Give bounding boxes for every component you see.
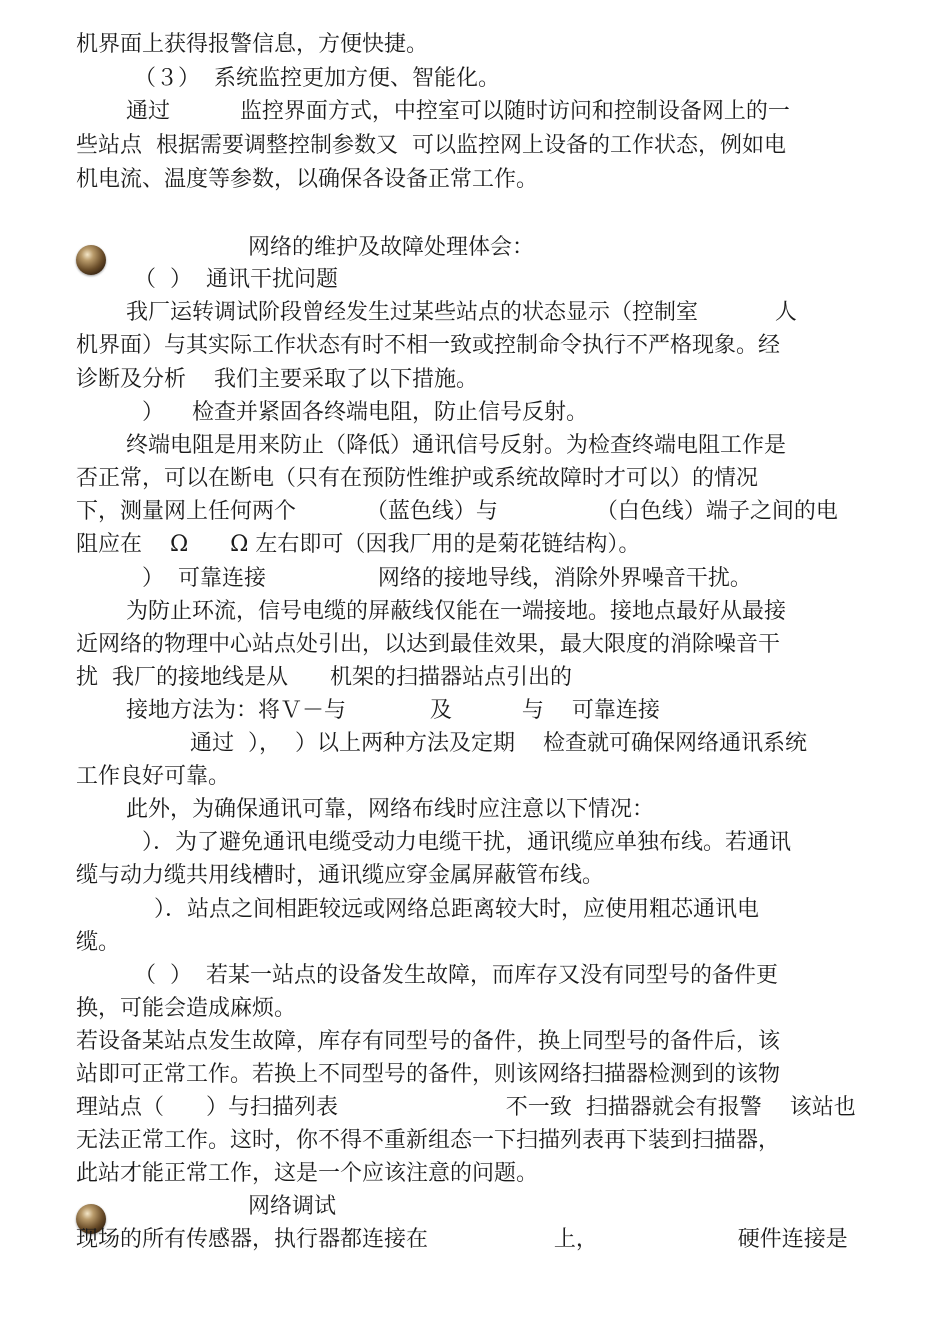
text-line: 缆与动力缆共用线槽时，通讯缆应穿金属屏蔽管布线。: [76, 863, 605, 888]
text-line: 些站点 根据需要调整控制参数又 可以监控网上设备的工作状态，例如电: [76, 133, 786, 158]
text-line: 阻应在 Ω Ω 左右即可（因我厂用的是菊花链结构）。: [76, 532, 641, 557]
text-line: 机界面上获得报警信息，方便快捷。: [76, 32, 429, 57]
text-line: 近网络的物理中心站点处引出，以达到最佳效果，最大限度的消除噪音干: [76, 632, 781, 657]
text-line: 理站点（ ）与扫描列表 不一致 扫描器就会有报警 该站也: [76, 1095, 856, 1120]
list-item: ）．为了避免通讯电缆受动力电缆干扰，通讯缆应单独布线。若通讯: [142, 830, 792, 855]
bronze-sphere-bullet-icon: [76, 245, 106, 275]
text-line: 站即可正常工作。若换上不同型号的备件，则该网络扫描器检测到的该物: [76, 1062, 781, 1087]
text-line: 通过 监控界面方式，中控室可以随时访问和控制设备网上的一: [126, 99, 790, 124]
text-line: 缆。: [76, 930, 121, 955]
text-line: 换，可能会造成麻烦。: [76, 996, 297, 1021]
text-line: 扰 我厂的接地线是从 机架的扫描器站点引出的: [76, 665, 572, 690]
text-line: 无法正常工作。这时，你不得不重新组态一下扫描列表再下装到扫描器，: [76, 1128, 781, 1153]
text-line: 诊断及分析 我们主要采取了以下措施。: [76, 367, 478, 392]
list-item-heading: ） 检查并紧固各终端电阻，防止信号反射。: [142, 400, 588, 425]
subsection-heading: （ ） 若某一站点的设备发生故障，而库存又没有同型号的备件更: [134, 963, 778, 988]
text-line: 机电流、温度等参数，以确保各设备正常工作。: [76, 167, 539, 192]
section-heading: 网络的维护及故障处理体会：: [248, 235, 535, 260]
text-line: 通过 ）， ）以上两种方法及定期 检查就可确保网络通讯系统: [190, 731, 807, 756]
text-line: 工作良好可靠。: [76, 764, 231, 789]
text-line: 接地方法为：将Ｖ－与 及 与 可靠连接: [126, 698, 660, 723]
text-line: 下，测量网上任何两个 （蓝色线）与 （白色线）端子之间的电: [76, 499, 838, 524]
text-line: 我厂运转调试阶段曾经发生过某些站点的状态显示（控制室 人: [126, 300, 797, 325]
subsection-heading: （ ） 通讯干扰问题: [134, 267, 338, 292]
list-item-heading: （３） 系统监控更加方便、智能化。: [134, 66, 500, 91]
text-line: 此外，为确保通讯可靠，网络布线时应注意以下情况：: [126, 797, 655, 822]
text-line: 否正常，可以在断电（只有在预防性维护或系统故障时才可以）的情况: [76, 466, 759, 491]
text-line: 为防止环流，信号电缆的屏蔽线仅能在一端接地。接地点最好从最接: [126, 599, 787, 624]
text-line: 此站才能正常工作，这是一个应该注意的问题。: [76, 1161, 539, 1186]
text-line: 现场的所有传感器，执行器都连接在 上， 硬件连接是: [76, 1227, 848, 1252]
list-item: ）．站点之间相距较远或网络总距离较大时，应使用粗芯通讯电: [154, 897, 760, 922]
text-line: 若设备某站点发生故障，库存有同型号的备件，换上同型号的备件后，该: [76, 1029, 781, 1054]
section-heading: 网络调试: [248, 1194, 337, 1219]
text-line: 机界面）与其实际工作状态有时不相一致或控制命令执行不严格现象。经: [76, 333, 781, 358]
text-line: 终端电阻是用来防止（降低）通讯信号反射。为检查终端电阻工作是: [126, 433, 787, 458]
list-item-heading: ） 可靠连接 网络的接地导线，消除外界噪音干扰。: [142, 566, 752, 591]
